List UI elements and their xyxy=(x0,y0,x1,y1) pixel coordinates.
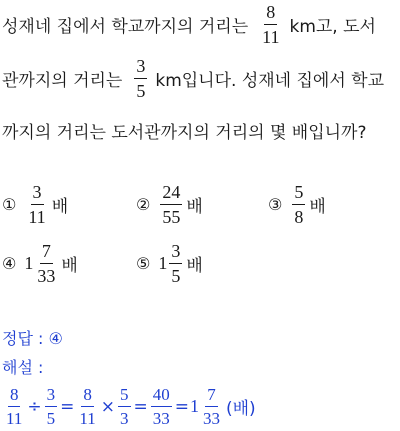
option-unit: 배 xyxy=(61,256,78,276)
fraction-numerator: 3 xyxy=(45,386,58,407)
fraction-denominator: 8 xyxy=(294,207,304,227)
fraction-denominator: 33 xyxy=(37,266,56,286)
question-text: km고, 도서 xyxy=(289,17,376,37)
fraction-numerator: 40 xyxy=(151,386,172,407)
solution-fraction xyxy=(4,386,24,427)
school-distance-fraction xyxy=(260,3,281,46)
solution-fraction xyxy=(118,386,131,427)
option-whole-number: 1 xyxy=(158,253,168,273)
equals-sign: = xyxy=(60,396,75,417)
fraction-numerator: 7 xyxy=(40,242,53,264)
fraction-denominator: 55 xyxy=(162,207,181,227)
solution-fraction xyxy=(151,386,172,427)
option-unit: 배 xyxy=(186,197,203,217)
library-distance-fraction xyxy=(134,57,147,100)
option-3[interactable] xyxy=(268,183,326,226)
option-marker: ③ xyxy=(268,195,283,214)
option-5[interactable] xyxy=(136,242,203,285)
solution-fraction xyxy=(45,386,58,427)
solution-equation xyxy=(2,386,256,427)
fraction-numerator: 5 xyxy=(118,386,131,407)
option-fraction xyxy=(160,183,182,226)
fraction-numerator: 8 xyxy=(81,386,94,407)
fraction-denominator: 5 xyxy=(171,266,181,286)
fraction-numerator: 3 xyxy=(169,242,182,264)
question-text: km입니다. 성재네 집에서 학교 xyxy=(155,71,385,91)
option-1[interactable] xyxy=(2,183,68,226)
fraction-denominator: 11 xyxy=(79,409,96,428)
divide-sign: ÷ xyxy=(27,396,42,417)
fraction-denominator: 5 xyxy=(136,81,146,101)
option-2[interactable] xyxy=(136,183,203,226)
answer-label: 정답 : ④ xyxy=(2,329,63,348)
solution-unit: (배) xyxy=(226,399,256,419)
option-4[interactable] xyxy=(2,242,78,285)
question-line-1 xyxy=(2,3,376,46)
option-unit: 배 xyxy=(186,256,203,276)
fraction-denominator: 11 xyxy=(28,207,46,227)
explanation-label-line xyxy=(2,355,43,378)
fraction-numerator: 3 xyxy=(31,183,44,205)
solution-fraction xyxy=(201,386,222,427)
question-text: 성재네 집에서 학교까지의 거리는 xyxy=(2,17,249,37)
equals-sign: = xyxy=(133,396,148,417)
option-marker: ④ xyxy=(2,254,17,273)
option-unit: 배 xyxy=(51,197,69,217)
option-fraction xyxy=(26,183,47,226)
question-line-2 xyxy=(2,57,384,100)
question-text: 까지의 거리는 도서관까지의 거리의 몇 배입니까? xyxy=(2,123,367,143)
fraction-denominator: 33 xyxy=(152,409,170,428)
option-marker: ⑤ xyxy=(136,254,151,273)
solution-fraction xyxy=(77,386,97,427)
fraction-denominator: 3 xyxy=(120,409,129,428)
solution-whole-number: 1 xyxy=(190,396,199,416)
option-whole-number: 1 xyxy=(24,253,34,273)
fraction-denominator: 5 xyxy=(46,409,56,428)
fraction-numerator: 24 xyxy=(160,183,182,205)
multiply-sign: × xyxy=(100,396,115,417)
fraction-denominator: 33 xyxy=(203,409,220,428)
option-fraction xyxy=(35,242,57,285)
fraction-numerator: 8 xyxy=(8,386,21,407)
fraction-denominator: 11 xyxy=(262,27,280,47)
question-line-3 xyxy=(2,118,366,143)
fraction-numerator: 8 xyxy=(264,3,277,25)
option-unit: 배 xyxy=(309,197,326,217)
option-fraction xyxy=(169,242,182,285)
fraction-numerator: 7 xyxy=(205,386,218,407)
answer-line xyxy=(2,326,63,349)
equals-sign: = xyxy=(174,396,189,417)
explanation-label: 해설 : xyxy=(2,358,44,377)
option-marker: ① xyxy=(2,195,17,214)
fraction-numerator: 5 xyxy=(292,183,305,205)
option-marker: ② xyxy=(136,195,151,214)
question-text: 관까지의 거리는 xyxy=(2,71,123,91)
fraction-numerator: 3 xyxy=(134,57,147,79)
fraction-denominator: 11 xyxy=(6,409,23,428)
option-fraction xyxy=(292,183,305,226)
